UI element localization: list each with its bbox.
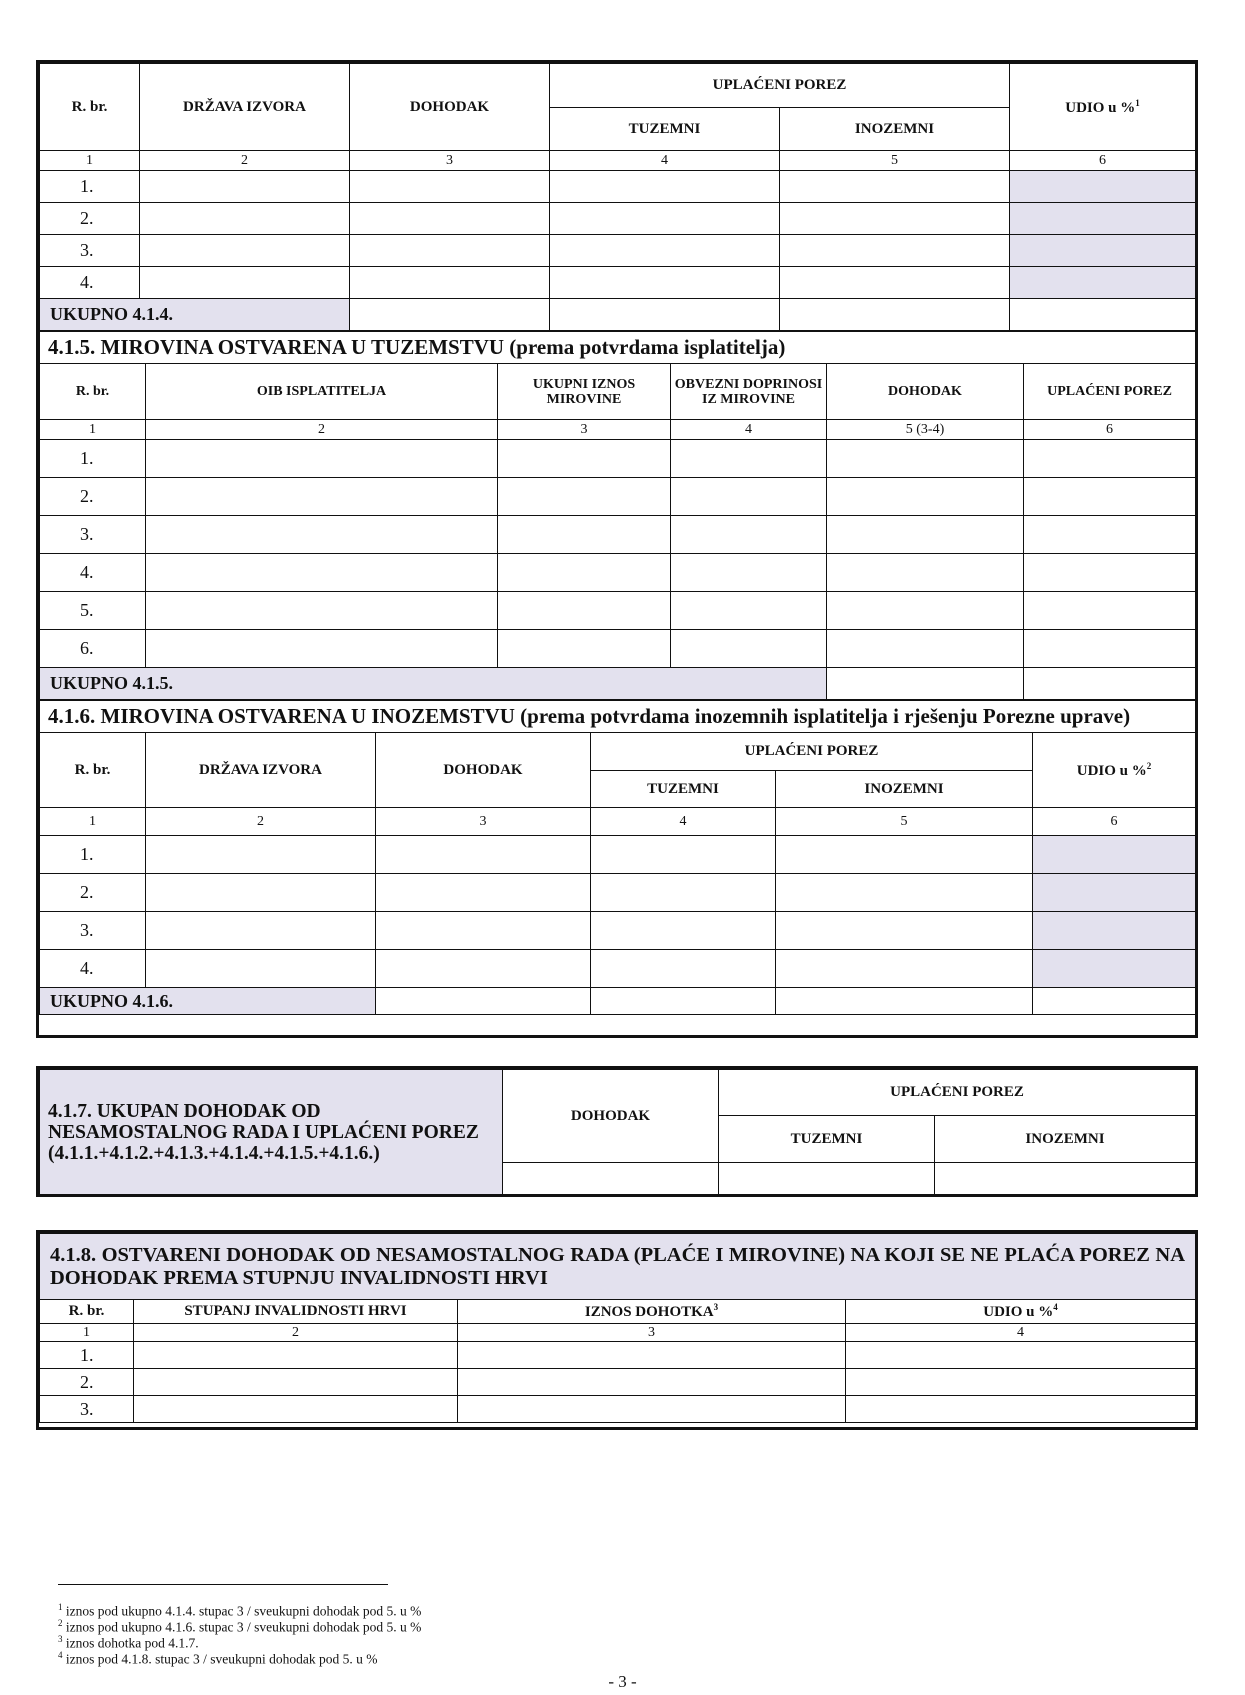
total-row: [40, 988, 1196, 1015]
input-cell[interactable]: [671, 630, 827, 668]
col-number: 6: [1024, 420, 1196, 440]
input-cell[interactable]: [498, 592, 671, 630]
row-number: 6.: [40, 630, 146, 668]
table-row: [40, 1369, 1196, 1396]
col-header-oib: OIB ISPLATITELJA: [146, 364, 498, 420]
col-header-drzava: DRŽAVA IZVORA: [146, 733, 376, 808]
shaded-cell: [1033, 912, 1196, 950]
table-row: [40, 1342, 1196, 1369]
input-cell[interactable]: [350, 171, 550, 203]
input-cell[interactable]: [776, 988, 1033, 1015]
input-cell[interactable]: [134, 1369, 458, 1396]
input-cell[interactable]: [550, 235, 780, 267]
row-number: 3.: [40, 235, 140, 267]
table-row: [40, 267, 1196, 299]
shaded-cell: [1033, 874, 1196, 912]
row-number: 2.: [40, 478, 146, 516]
input-cell[interactable]: [140, 203, 350, 235]
table-4-1-6: [39, 700, 1196, 1015]
input-cell[interactable]: [140, 267, 350, 299]
col-number: 4: [591, 808, 776, 836]
input-cell[interactable]: [146, 912, 376, 950]
input-cell[interactable]: [350, 267, 550, 299]
col-number: 4: [671, 420, 827, 440]
footnote-2: $^2$ iznos pod ukupno 4.1.6. stupac 3 / sveukupni dohodak pod 5. u %: [58, 1618, 422, 1635]
total-label: UKUPNO 4.1.4.: [40, 299, 350, 331]
input-cell[interactable]: [591, 988, 776, 1015]
shaded-cell: [1010, 203, 1196, 235]
table-row: [40, 235, 1196, 267]
section-title-4-1-7: 4.1.7. UKUPAN DOHODAK OD NESAMOSTALNOG RADA I UPLAĆENI POREZ (4.1.1.+4.1.2.+4.1.3.+4.1.4.+4.1.5.+4.1.6.): [40, 1070, 503, 1195]
input-cell[interactable]: [350, 299, 550, 331]
input-cell[interactable]: [146, 554, 498, 592]
col-number: 2: [134, 1324, 458, 1342]
row-number: 4.: [40, 950, 146, 988]
input-cell[interactable]: [140, 171, 350, 203]
input-cell[interactable]: [671, 554, 827, 592]
input-cell[interactable]: [1010, 299, 1196, 331]
input-cell[interactable]: [827, 516, 1024, 554]
input-cell[interactable]: [780, 299, 1010, 331]
input-cell[interactable]: [146, 630, 498, 668]
col-header-rbr: R. br.: [40, 733, 146, 808]
col-header-udio: UDIO u %$^2$: [1033, 733, 1196, 808]
input-cell[interactable]: [776, 950, 1033, 988]
input-cell[interactable]: [1024, 592, 1196, 630]
col-number: 3: [458, 1324, 846, 1342]
footnote-4: $^4$ iznos pod 4.1.8. stupac 3 / sveukupni dohodak pod 5. u %: [58, 1650, 378, 1667]
section-title-4-1-6: 4.1.6. MIROVINA OSTVARENA U INOZEMSTVU (prema potvrdama inozemnih isplatitelja i rješenju Porezne uprave): [40, 701, 1196, 733]
total-label: UKUPNO 4.1.5.: [40, 668, 827, 700]
col-header-dohodak: DOHODAK: [350, 64, 550, 151]
row-number: 2.: [40, 874, 146, 912]
table-row: [40, 171, 1196, 203]
section-title-4-1-8: 4.1.8. OSTVARENI DOHODAK OD NESAMOSTALNOG RADA (PLAĆE I MIROVINE) NA KOJI SE NE PLAĆA POREZ NA DOHODAK PREMA STUPNJU INVALIDNOSTI HRVI: [40, 1234, 1196, 1300]
col-header-rbr: R. br.: [40, 64, 140, 151]
col-header-rbr: R. br.: [40, 364, 146, 420]
col-header-inozemni: INOZEMNI: [776, 771, 1033, 808]
input-cell[interactable]: [591, 950, 776, 988]
input-cell[interactable]: [846, 1396, 1196, 1423]
table-row: [40, 203, 1196, 235]
input-cell[interactable]: [846, 1342, 1196, 1369]
table-row: [40, 1396, 1196, 1423]
shaded-cell: [1033, 950, 1196, 988]
col-header-udio: UDIO u %$^1$: [1010, 64, 1196, 151]
input-cell[interactable]: [134, 1396, 458, 1423]
col-header-obvezni: OBVEZNI DOPRINOSI IZ MIROVINE: [671, 364, 827, 420]
row-number: 1.: [40, 171, 140, 203]
input-cell[interactable]: [376, 950, 591, 988]
input-cell[interactable]: [498, 478, 671, 516]
input-cell[interactable]: [1024, 478, 1196, 516]
col-header-tuzemni: TUZEMNI: [550, 108, 780, 151]
input-cell[interactable]: [146, 440, 498, 478]
table-row: [40, 516, 1196, 554]
input-cell[interactable]: [498, 554, 671, 592]
col-number: 1: [40, 420, 146, 440]
input-cell[interactable]: [780, 203, 1010, 235]
row-number: 1.: [40, 1342, 134, 1369]
input-cell[interactable]: [827, 478, 1024, 516]
input-cell[interactable]: [1033, 988, 1196, 1015]
input-cell[interactable]: [780, 171, 1010, 203]
input-cell[interactable]: [550, 203, 780, 235]
input-cell[interactable]: [550, 171, 780, 203]
page-number: - 3 -: [608, 1672, 637, 1691]
input-cell[interactable]: [719, 1163, 935, 1195]
col-number: 4: [550, 151, 780, 171]
footnote-1: $^1$ iznos pod ukupno 4.1.4. stupac 3 / sveukupni dohodak pod 5. u %: [58, 1602, 422, 1619]
main-form-frame: [36, 60, 1198, 1038]
table-row: [40, 912, 1196, 950]
input-cell[interactable]: [827, 440, 1024, 478]
section-title-4-1-5: 4.1.5. MIROVINA OSTVARENA U TUZEMSTVU (prema potvrdama isplatitelja): [40, 332, 1196, 364]
table-4-1-8: [36, 1230, 1198, 1430]
input-cell[interactable]: [146, 874, 376, 912]
row-number: 1.: [40, 836, 146, 874]
row-number: 3.: [40, 912, 146, 950]
input-cell[interactable]: [350, 203, 550, 235]
col-number: 1: [40, 1324, 134, 1342]
table-row: [40, 874, 1196, 912]
row-number: 3.: [40, 516, 146, 554]
col-header-iznos: IZNOS DOHOTKA$^3$: [458, 1300, 846, 1324]
input-cell[interactable]: [146, 592, 498, 630]
input-cell[interactable]: [776, 912, 1033, 950]
shaded-cell: [1010, 267, 1196, 299]
col-header-inozemni: INOZEMNI: [780, 108, 1010, 151]
row-number: 4.: [40, 267, 140, 299]
total-row: [40, 299, 1196, 331]
col-number: 5: [780, 151, 1010, 171]
col-header-dohodak: DOHODAK: [827, 364, 1024, 420]
col-header-uplaceni: UPLAĆENI POREZ: [1024, 364, 1196, 420]
input-cell[interactable]: [376, 836, 591, 874]
row-number: 1.: [40, 440, 146, 478]
input-cell[interactable]: [146, 950, 376, 988]
input-cell[interactable]: [1024, 630, 1196, 668]
table-row: [40, 592, 1196, 630]
col-header-uplaceni: UPLAĆENI POREZ: [550, 64, 1010, 108]
input-cell[interactable]: [1024, 554, 1196, 592]
shaded-cell: [1033, 836, 1196, 874]
table-row: [40, 554, 1196, 592]
input-cell[interactable]: [350, 235, 550, 267]
col-number: 3: [498, 420, 671, 440]
input-cell[interactable]: [498, 630, 671, 668]
table-row: [40, 630, 1196, 668]
row-number: 5.: [40, 592, 146, 630]
input-cell[interactable]: [376, 874, 591, 912]
input-cell[interactable]: [827, 668, 1024, 700]
col-header-drzava: DRŽAVA IZVORA: [140, 64, 350, 151]
col-header-stupanj: STUPANJ INVALIDNOSTI HRVI: [134, 1300, 458, 1324]
col-number: 5 (3-4): [827, 420, 1024, 440]
input-cell[interactable]: [591, 874, 776, 912]
input-cell[interactable]: [591, 836, 776, 874]
input-cell[interactable]: [591, 912, 776, 950]
col-number: 1: [40, 808, 146, 836]
input-cell[interactable]: [827, 592, 1024, 630]
input-cell[interactable]: [671, 478, 827, 516]
input-cell[interactable]: [376, 912, 591, 950]
input-cell[interactable]: [146, 516, 498, 554]
shaded-cell: [1010, 171, 1196, 203]
col-header-uplaceni: UPLAĆENI POREZ: [719, 1070, 1196, 1116]
table-row: [40, 440, 1196, 478]
row-number: 3.: [40, 1396, 134, 1423]
input-cell[interactable]: [671, 592, 827, 630]
input-cell[interactable]: [550, 267, 780, 299]
footnote-3: $^3$ iznos dohotka pod 4.1.7.: [58, 1634, 199, 1651]
input-cell[interactable]: [458, 1342, 846, 1369]
table-4-1-7: [36, 1066, 1198, 1197]
total-label: UKUPNO 4.1.6.: [40, 988, 376, 1015]
col-number: 2: [146, 808, 376, 836]
input-cell[interactable]: [780, 267, 1010, 299]
input-cell[interactable]: [498, 516, 671, 554]
col-header-dohodak: DOHODAK: [503, 1070, 719, 1163]
input-cell[interactable]: [827, 554, 1024, 592]
col-number: 3: [376, 808, 591, 836]
row-number: 2.: [40, 1369, 134, 1396]
input-cell[interactable]: [146, 836, 376, 874]
row-number: 2.: [40, 203, 140, 235]
input-cell[interactable]: [776, 836, 1033, 874]
col-header-ukupni: UKUPNI IZNOS MIROVINE: [498, 364, 671, 420]
col-header-inozemni: INOZEMNI: [935, 1116, 1196, 1163]
input-cell[interactable]: [458, 1396, 846, 1423]
input-cell[interactable]: [146, 478, 498, 516]
table-4-1-4: [39, 63, 1196, 331]
input-cell[interactable]: [498, 440, 671, 478]
col-header-udio: UDIO u %$^4$: [846, 1300, 1196, 1324]
input-cell[interactable]: [140, 235, 350, 267]
col-header-uplaceni: UPLAĆENI POREZ: [591, 733, 1033, 771]
table-4-1-5: [39, 331, 1196, 700]
input-cell[interactable]: [846, 1369, 1196, 1396]
table-row: [40, 478, 1196, 516]
footnote-separator: [58, 1584, 388, 1585]
col-header-tuzemni: TUZEMNI: [719, 1116, 935, 1163]
input-cell[interactable]: [827, 630, 1024, 668]
col-number: 2: [140, 151, 350, 171]
table-row: [40, 950, 1196, 988]
input-cell[interactable]: [1024, 440, 1196, 478]
col-number: 4: [846, 1324, 1196, 1342]
col-header-rbr: R. br.: [40, 1300, 134, 1324]
input-cell[interactable]: [671, 516, 827, 554]
input-cell[interactable]: [1024, 516, 1196, 554]
col-number: 1: [40, 151, 140, 171]
input-cell[interactable]: [780, 235, 1010, 267]
col-number: 6: [1010, 151, 1196, 171]
table-row: [40, 836, 1196, 874]
input-cell[interactable]: [935, 1163, 1196, 1195]
col-number: 5: [776, 808, 1033, 836]
input-cell[interactable]: [134, 1342, 458, 1369]
input-cell[interactable]: [458, 1369, 846, 1396]
shaded-cell: [1010, 235, 1196, 267]
input-cell[interactable]: [376, 988, 591, 1015]
col-number: 3: [350, 151, 550, 171]
input-cell[interactable]: [776, 874, 1033, 912]
col-header-dohodak: DOHODAK: [376, 733, 591, 808]
col-number: 2: [146, 420, 498, 440]
row-number: 4.: [40, 554, 146, 592]
total-row: [40, 668, 1196, 700]
input-cell[interactable]: [1024, 668, 1196, 700]
col-number: 6: [1033, 808, 1196, 836]
input-cell[interactable]: [671, 440, 827, 478]
input-cell[interactable]: [503, 1163, 719, 1195]
col-header-tuzemni: TUZEMNI: [591, 771, 776, 808]
input-cell[interactable]: [550, 299, 780, 331]
